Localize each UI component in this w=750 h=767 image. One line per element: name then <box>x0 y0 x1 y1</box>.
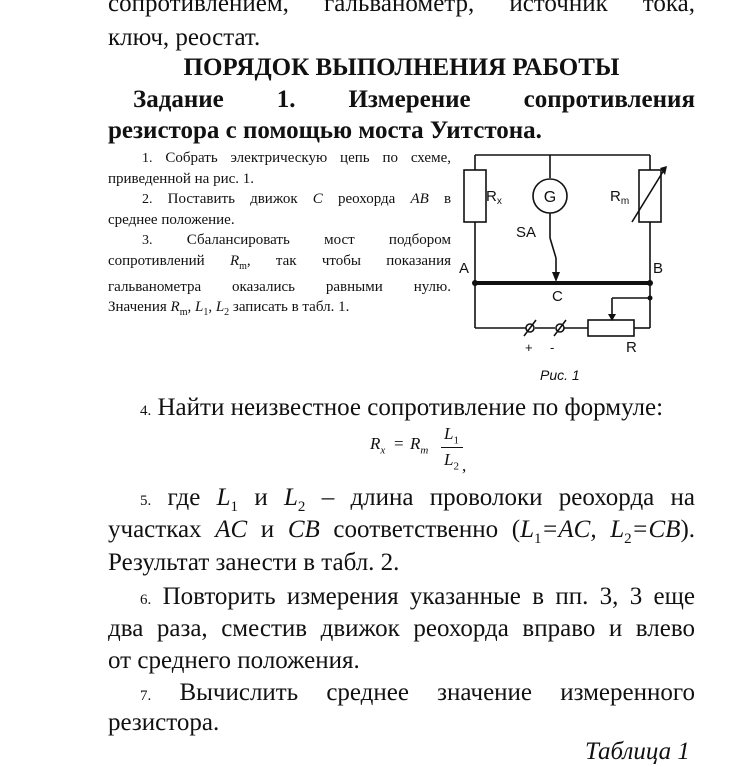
intro-line-1: сопротивлением, гальванометр, источник тока, <box>108 0 695 17</box>
formula: $R_x$ = $R_m$ $L_1$ $L_2$ , <box>370 424 467 475</box>
step-7-line-1: 7. Вычислить среднее значение измеренного <box>140 679 696 706</box>
step-6-line-2: два раза, сместив движок реохорда вправо и влево <box>108 615 695 642</box>
step-3-line-3: гальванометра оказались равными нулю. <box>108 279 451 295</box>
step-4: 4. Найти неизвестное сопротивление по формуле: <box>140 394 664 421</box>
label-b: B <box>653 260 664 277</box>
small-steps <box>108 148 451 323</box>
label-rx: $R_x$ <box>486 188 502 207</box>
step-5-line-3: Результат занести в табл. 2. <box>108 549 400 576</box>
node-rheostat <box>648 296 653 301</box>
step-3-line-1: 3. Сбалансировать мост подбором <box>142 232 451 248</box>
node-a <box>472 280 478 286</box>
label-plus: + <box>525 340 533 355</box>
task-title-line-1: Задание 1. Измерение сопротивления <box>133 86 695 113</box>
label-minus: - <box>550 340 555 355</box>
step-2-line-2: среднее положение. <box>108 212 235 228</box>
label-a: A <box>459 260 470 277</box>
label-sa: SA <box>516 224 537 241</box>
step-3-line-2: сопротивлений $R_m$, так чтобы показания <box>108 253 452 272</box>
table-caption: Таблица 1 <box>585 738 690 765</box>
rheostat-r <box>588 320 634 336</box>
switch-sa <box>550 238 556 258</box>
step-1-line-2: приведенной на рис. 1. <box>108 171 255 187</box>
step-6-line-1: 6. Повторить измерения указанные в пп. 3, 3 еще <box>140 583 696 610</box>
step-5-line-2: участках AC и CB соответственно ($L_1=AC$, $L_2=CB$). <box>108 516 696 547</box>
rx-resistor <box>464 170 486 222</box>
step-2-line-1: 2. Поставить движок C реохорда AB в <box>142 191 452 207</box>
step-1-line-1: 1. Собрать электрическую цепь по схеме, <box>142 150 451 166</box>
section-heading: ПОРЯДОК ВЫПОЛНЕНИЯ РАБОТЫ <box>183 54 620 81</box>
label-r: R <box>626 339 637 356</box>
node-b <box>647 280 653 286</box>
task-title-line-2: резистора с помощью моста Уитстона. <box>108 117 542 144</box>
label-c: C <box>552 288 563 305</box>
slider-c-arrow <box>552 272 560 282</box>
label-rm: $R_m$ <box>610 188 630 207</box>
intro-line-2: ключ, реостат. <box>108 24 261 51</box>
figure-caption: Рис. 1 <box>540 367 580 383</box>
fraction-bar <box>441 447 463 448</box>
step-6-line-3: от среднего положения. <box>108 647 360 674</box>
step-3-line-4: Значения $R_m$, $L_1$, $L_2$ записать в табл. 1. <box>108 299 350 318</box>
step-5-line-1: 5. где $L_1$ и $L_2$ – длина проволоки реохорда на <box>140 484 696 515</box>
label-g: G <box>543 189 557 206</box>
formula-numerator: $L_1$ <box>444 424 459 447</box>
step-7-line-2: резистора. <box>108 709 220 736</box>
formula-denominator: $L_2$ <box>444 450 459 473</box>
wheatstone-bridge-diagram <box>455 148 670 388</box>
rm-resistor <box>639 170 661 222</box>
